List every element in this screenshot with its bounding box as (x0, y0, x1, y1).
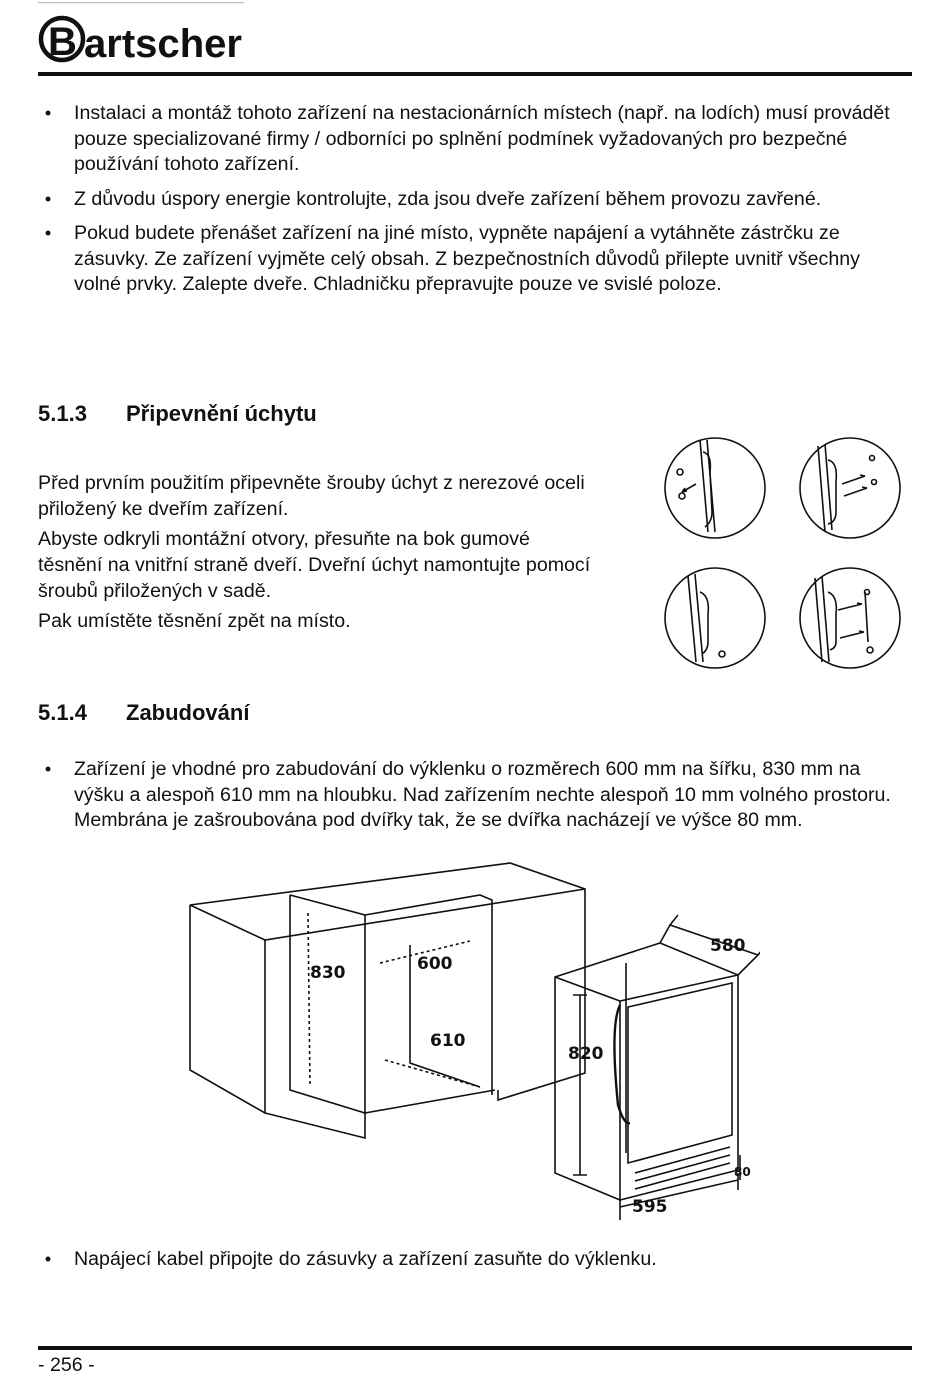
brand-logo-graphic (38, 2, 248, 72)
list-item: • Zařízení je vhodné pro zabudování do výklenku o rozměrech 600 mm na šířku, 830 mm na výšku a alespoň 610 mm na hloubku. Nad zařízením nechte alespoň 10 mm volného prostoru. Membrána je zašroubována pod dvířky tak, že se dvířka nacházejí ve výšce 80 mm. (38, 757, 912, 834)
bullet-icon: • (44, 1249, 52, 1269)
bullet-icon: • (44, 223, 52, 243)
dimension-label-unit-width: 595 (632, 1197, 668, 1217)
dimension-label-niche-width: 600 (417, 954, 453, 974)
list-item: • Pokud budete přenášet zařízení na jiné místo, vypněte napájení a vytáhněte zástrčku ze zásuvky. Ze zařízení vyjměte celý obsah. Z bezpečnostních důvodů přilepte uvnitř všechny volné prvky. Zalepte dveře. Chladničku přepravujte pouze ve svislé poloze. (38, 221, 912, 298)
paragraph: Pak umístěte těsnění zpět na místo. (38, 610, 351, 632)
paragraph: Abyste odkryli montážní otvory, přesuňte na bok gumové těsnění na vnitřní straně dveří. Dveřní úchyt namontujte pomocí šroubů přiložených v sadě. (38, 528, 591, 602)
bullet-icon: • (44, 103, 52, 123)
intro-bullet-list (38, 101, 912, 307)
dimension-label-unit-depth: 580 (710, 936, 746, 956)
final-bullet-list (38, 1247, 912, 1282)
section-heading-5-1-4 (38, 700, 249, 726)
section-number: 5.1.3 (38, 401, 87, 426)
list-item: • Napájecí kabel připojte do zásuvky a zařízení zasuňte do výklenku. (38, 1247, 912, 1273)
section-heading-5-1-3 (38, 401, 317, 427)
svg-text:B: B (48, 20, 77, 64)
handle-mounting-illustration (660, 432, 930, 674)
section-title: Zabudování (126, 700, 250, 725)
handle-diagram-graphic (660, 432, 930, 674)
header-rule (38, 72, 912, 76)
bullet-icon: • (44, 759, 52, 779)
bartscher-logo (38, 2, 248, 72)
dimension-label-niche-depth: 610 (430, 1031, 466, 1051)
footer-rule (38, 1346, 912, 1350)
dimension-label-unit-height: 820 (568, 1044, 604, 1064)
paragraph: Před prvním použitím připevněte šrouby úchyt z nerezové oceli přiložený ke dveřím zařízení. (38, 472, 585, 520)
niche-and-unit-drawing (180, 855, 760, 1230)
svg-text:artscher: artscher (84, 22, 242, 66)
installation-bullet-list (38, 757, 912, 843)
section-title: Připevnění úchytu (126, 401, 317, 426)
dimension-label-plinth-height: 80 (734, 1165, 751, 1179)
built-in-dimensions-diagram (180, 855, 760, 1230)
list-item: • Instalaci a montáž tohoto zařízení na nestacionárních místech (např. na lodích) musí provádět pouze specializované firmy / odborníci po splnění podmínek vyžadovaných pro bezpečné používání tohoto zařízení. (38, 101, 912, 178)
handle-instructions (38, 470, 598, 638)
dimension-label-niche-height: 830 (310, 963, 346, 983)
list-item: • Z důvodu úspory energie kontrolujte, zda jsou dveře zařízení během provozu zavřené. (38, 187, 912, 213)
page-number: - 256 - (38, 1354, 95, 1376)
section-number: 5.1.4 (38, 700, 87, 725)
bullet-icon: • (44, 188, 52, 209)
